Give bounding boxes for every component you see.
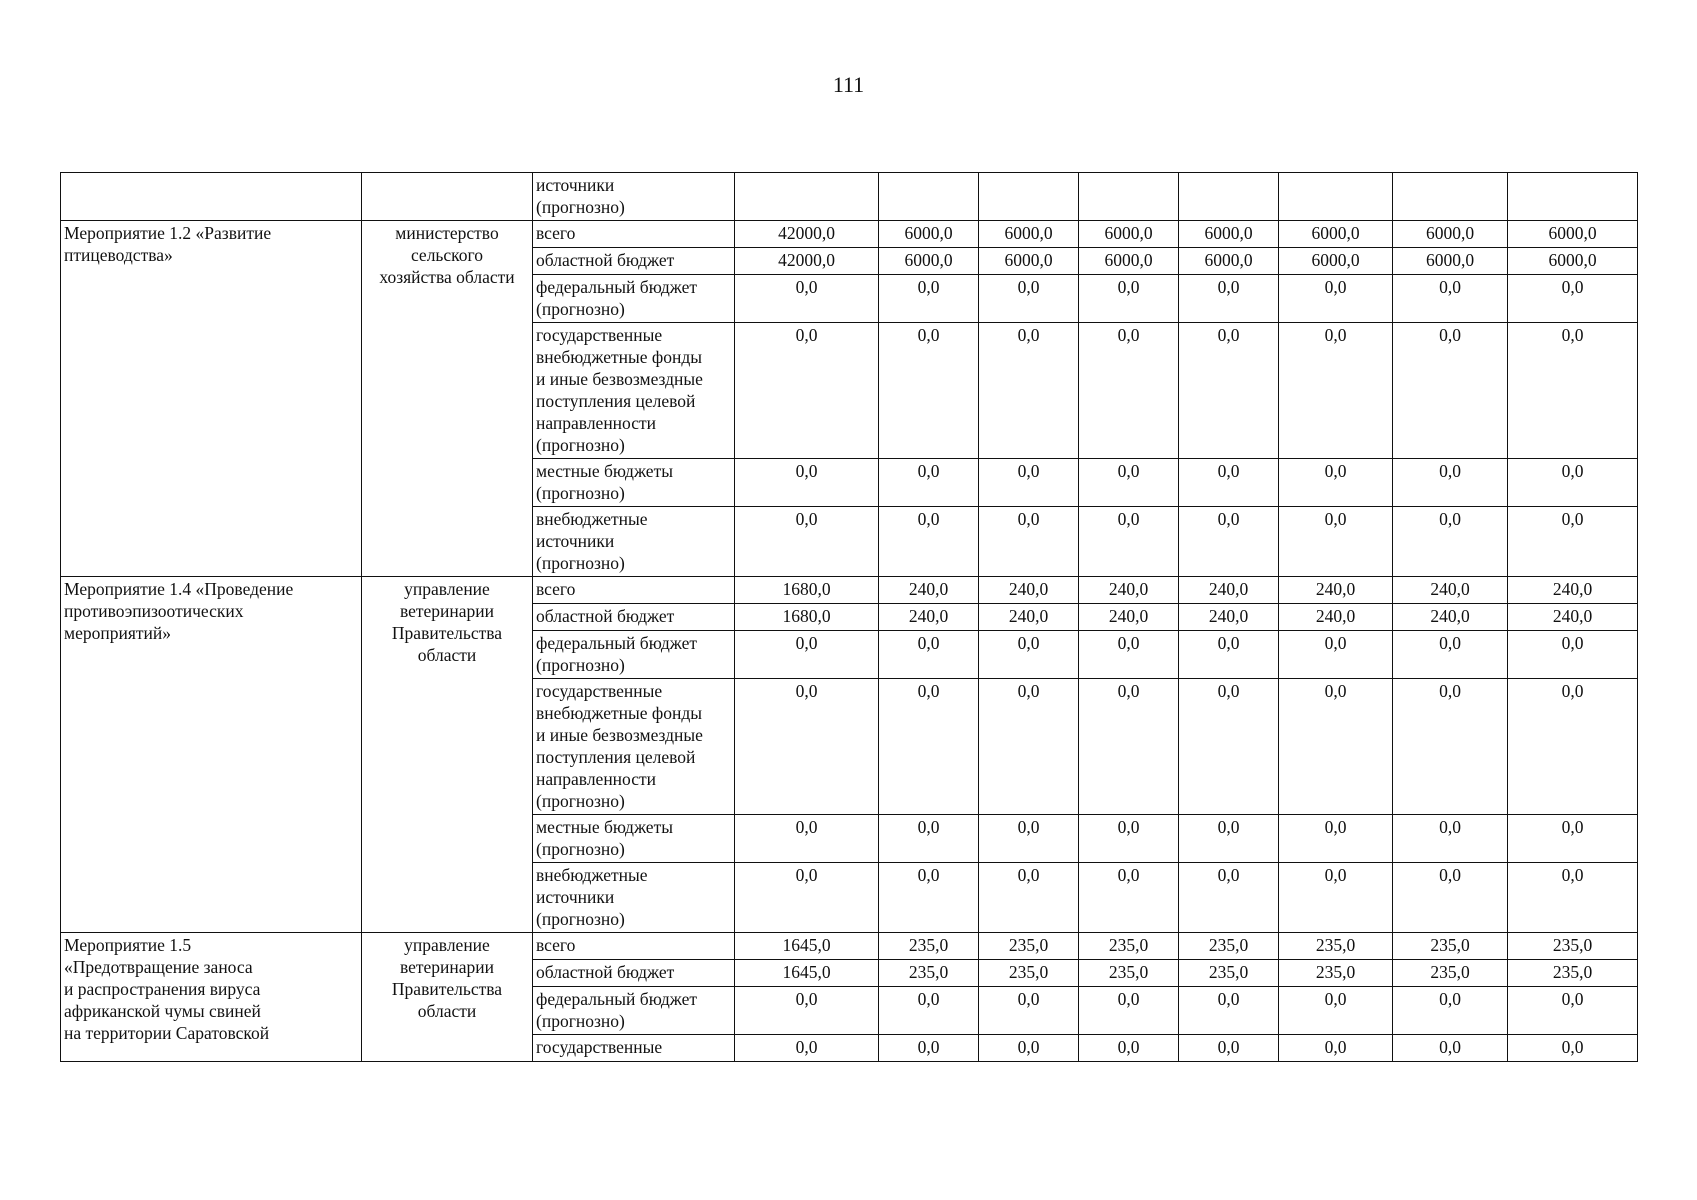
- value-cell: 0,0: [735, 1035, 879, 1062]
- value-cell: 0,0: [879, 275, 979, 323]
- value-cell: 235,0: [879, 960, 979, 987]
- value-cell: 0,0: [979, 323, 1079, 459]
- value-cell: 0,0: [735, 679, 879, 815]
- value-cell: 0,0: [735, 987, 879, 1035]
- executor-cell: министерство сельского хозяйства области: [362, 221, 533, 577]
- value-cell: [735, 173, 879, 221]
- value-cell: 240,0: [1279, 604, 1393, 631]
- value-cell: [1508, 173, 1638, 221]
- value-cell: 0,0: [1079, 631, 1179, 679]
- value-cell: [1393, 173, 1508, 221]
- value-cell: 6000,0: [1279, 248, 1393, 275]
- value-cell: 0,0: [1393, 815, 1508, 863]
- value-cell: 42000,0: [735, 221, 879, 248]
- value-cell: 0,0: [1179, 459, 1279, 507]
- executor-cell: [362, 173, 533, 221]
- value-cell: 0,0: [735, 507, 879, 577]
- value-cell: 1645,0: [735, 960, 879, 987]
- value-cell: 0,0: [979, 863, 1079, 933]
- value-cell: 235,0: [1079, 960, 1179, 987]
- value-cell: [1179, 173, 1279, 221]
- budget-table: [60, 172, 1638, 1062]
- value-cell: 0,0: [1393, 323, 1508, 459]
- value-cell: 6000,0: [1279, 221, 1393, 248]
- value-cell: 0,0: [979, 987, 1079, 1035]
- value-cell: 0,0: [979, 275, 1079, 323]
- value-cell: 240,0: [1508, 604, 1638, 631]
- value-cell: 235,0: [1179, 933, 1279, 960]
- funding-source-cell: областной бюджет: [533, 604, 735, 631]
- value-cell: 0,0: [1279, 1035, 1393, 1062]
- value-cell: 0,0: [1179, 679, 1279, 815]
- value-cell: 240,0: [1079, 577, 1179, 604]
- funding-source-cell: местные бюджеты (прогнозно): [533, 815, 735, 863]
- funding-source-cell: федеральный бюджет (прогнозно): [533, 275, 735, 323]
- value-cell: 0,0: [1179, 815, 1279, 863]
- value-cell: 0,0: [1508, 815, 1638, 863]
- value-cell: 6000,0: [979, 221, 1079, 248]
- value-cell: 0,0: [1279, 507, 1393, 577]
- value-cell: 0,0: [735, 815, 879, 863]
- value-cell: 0,0: [735, 459, 879, 507]
- value-cell: 240,0: [1393, 577, 1508, 604]
- value-cell: 0,0: [879, 507, 979, 577]
- value-cell: 0,0: [979, 459, 1079, 507]
- value-cell: 0,0: [1079, 1035, 1179, 1062]
- table-row: [61, 221, 1638, 248]
- value-cell: 0,0: [1279, 815, 1393, 863]
- value-cell: 240,0: [879, 604, 979, 631]
- value-cell: 240,0: [1279, 577, 1393, 604]
- value-cell: 0,0: [1508, 323, 1638, 459]
- value-cell: 0,0: [1393, 275, 1508, 323]
- value-cell: 0,0: [1079, 459, 1179, 507]
- value-cell: 0,0: [979, 679, 1079, 815]
- value-cell: 0,0: [1079, 323, 1179, 459]
- value-cell: 235,0: [1179, 960, 1279, 987]
- value-cell: 240,0: [1179, 577, 1279, 604]
- value-cell: 0,0: [979, 815, 1079, 863]
- value-cell: 240,0: [879, 577, 979, 604]
- page-number: 111: [832, 72, 865, 97]
- value-cell: 0,0: [1179, 863, 1279, 933]
- value-cell: 0,0: [1393, 987, 1508, 1035]
- value-cell: 6000,0: [1179, 248, 1279, 275]
- measure-name-cell: [61, 173, 362, 221]
- value-cell: 0,0: [1508, 631, 1638, 679]
- value-cell: 0,0: [1079, 679, 1179, 815]
- value-cell: 0,0: [879, 1035, 979, 1062]
- measure-name-cell: Мероприятие 1.4 «Проведение противоэпизоотических мероприятий»: [61, 577, 362, 933]
- funding-source-cell: внебюджетные источники (прогнозно): [533, 863, 735, 933]
- value-cell: 235,0: [1279, 933, 1393, 960]
- value-cell: 0,0: [1079, 275, 1179, 323]
- measure-name-cell: Мероприятие 1.5 «Предотвращение заноса и распространения вируса африканской чумы свиней на территории Саратовской: [61, 933, 362, 1062]
- value-cell: 6000,0: [1179, 221, 1279, 248]
- funding-source-cell: всего: [533, 933, 735, 960]
- funding-source-cell: источники (прогнозно): [533, 173, 735, 221]
- value-cell: 240,0: [1179, 604, 1279, 631]
- value-cell: 240,0: [979, 577, 1079, 604]
- value-cell: 235,0: [1079, 933, 1179, 960]
- value-cell: [1279, 173, 1393, 221]
- value-cell: 0,0: [1179, 631, 1279, 679]
- value-cell: 240,0: [1393, 604, 1508, 631]
- funding-source-cell: внебюджетные источники (прогнозно): [533, 507, 735, 577]
- value-cell: 235,0: [1508, 933, 1638, 960]
- funding-source-cell: областной бюджет: [533, 960, 735, 987]
- funding-source-cell: государственные внебюджетные фонды и иные безвозмездные поступления целевой направленности (прогнозно): [533, 323, 735, 459]
- value-cell: 0,0: [735, 323, 879, 459]
- value-cell: [1079, 173, 1179, 221]
- value-cell: 6000,0: [1393, 221, 1508, 248]
- value-cell: 0,0: [979, 631, 1079, 679]
- value-cell: 0,0: [735, 631, 879, 679]
- table-row: [61, 173, 1638, 221]
- value-cell: 235,0: [1393, 960, 1508, 987]
- value-cell: 0,0: [1079, 507, 1179, 577]
- value-cell: 6000,0: [1508, 248, 1638, 275]
- value-cell: 0,0: [979, 507, 1079, 577]
- value-cell: 0,0: [1508, 459, 1638, 507]
- value-cell: 1645,0: [735, 933, 879, 960]
- value-cell: [879, 173, 979, 221]
- value-cell: 0,0: [1393, 1035, 1508, 1062]
- value-cell: 0,0: [1079, 815, 1179, 863]
- value-cell: 235,0: [879, 933, 979, 960]
- value-cell: 0,0: [879, 459, 979, 507]
- value-cell: 0,0: [1508, 679, 1638, 815]
- value-cell: 235,0: [1508, 960, 1638, 987]
- table-body: [61, 173, 1638, 1062]
- value-cell: 0,0: [1508, 863, 1638, 933]
- value-cell: 6000,0: [1508, 221, 1638, 248]
- value-cell: 0,0: [1393, 863, 1508, 933]
- value-cell: 0,0: [1279, 987, 1393, 1035]
- value-cell: 0,0: [1279, 631, 1393, 679]
- executor-cell: управление ветеринарии Правительства области: [362, 933, 533, 1062]
- funding-source-cell: государственные: [533, 1035, 735, 1062]
- value-cell: 0,0: [879, 679, 979, 815]
- value-cell: 6000,0: [1393, 248, 1508, 275]
- executor-cell: управление ветеринарии Правительства области: [362, 577, 533, 933]
- table-row: [61, 933, 1638, 960]
- value-cell: 0,0: [735, 863, 879, 933]
- value-cell: 0,0: [1179, 987, 1279, 1035]
- value-cell: 0,0: [1279, 275, 1393, 323]
- value-cell: 0,0: [1393, 507, 1508, 577]
- table-row: [61, 577, 1638, 604]
- value-cell: 240,0: [1508, 577, 1638, 604]
- value-cell: 0,0: [1393, 631, 1508, 679]
- value-cell: 0,0: [879, 863, 979, 933]
- value-cell: 0,0: [1179, 1035, 1279, 1062]
- value-cell: 0,0: [1393, 679, 1508, 815]
- value-cell: 235,0: [979, 960, 1079, 987]
- measure-name-cell: Мероприятие 1.2 «Развитие птицеводства»: [61, 221, 362, 577]
- value-cell: 0,0: [1508, 507, 1638, 577]
- funding-source-cell: федеральный бюджет (прогнозно): [533, 987, 735, 1035]
- value-cell: 6000,0: [979, 248, 1079, 275]
- funding-source-cell: всего: [533, 577, 735, 604]
- value-cell: 0,0: [1079, 987, 1179, 1035]
- value-cell: 0,0: [1279, 863, 1393, 933]
- value-cell: [979, 173, 1079, 221]
- value-cell: 240,0: [1079, 604, 1179, 631]
- value-cell: 0,0: [735, 275, 879, 323]
- value-cell: 1680,0: [735, 577, 879, 604]
- value-cell: 0,0: [1079, 863, 1179, 933]
- value-cell: 1680,0: [735, 604, 879, 631]
- value-cell: 0,0: [879, 631, 979, 679]
- value-cell: 0,0: [879, 815, 979, 863]
- value-cell: 0,0: [879, 323, 979, 459]
- value-cell: 0,0: [979, 1035, 1079, 1062]
- funding-source-cell: местные бюджеты (прогнозно): [533, 459, 735, 507]
- funding-source-cell: областной бюджет: [533, 248, 735, 275]
- value-cell: 0,0: [1279, 459, 1393, 507]
- value-cell: 0,0: [1508, 1035, 1638, 1062]
- value-cell: 0,0: [1279, 679, 1393, 815]
- value-cell: 235,0: [1279, 960, 1393, 987]
- value-cell: 0,0: [1393, 459, 1508, 507]
- value-cell: 6000,0: [1079, 221, 1179, 248]
- value-cell: 235,0: [979, 933, 1079, 960]
- funding-source-cell: всего: [533, 221, 735, 248]
- value-cell: 6000,0: [879, 248, 979, 275]
- value-cell: 0,0: [1279, 323, 1393, 459]
- value-cell: 0,0: [1179, 323, 1279, 459]
- value-cell: 0,0: [1508, 987, 1638, 1035]
- value-cell: 0,0: [1508, 275, 1638, 323]
- funding-source-cell: федеральный бюджет (прогнозно): [533, 631, 735, 679]
- value-cell: 235,0: [1393, 933, 1508, 960]
- value-cell: 0,0: [879, 987, 979, 1035]
- funding-source-cell: государственные внебюджетные фонды и иные безвозмездные поступления целевой направленности (прогнозно): [533, 679, 735, 815]
- value-cell: 6000,0: [1079, 248, 1179, 275]
- value-cell: 42000,0: [735, 248, 879, 275]
- value-cell: 240,0: [979, 604, 1079, 631]
- value-cell: 6000,0: [879, 221, 979, 248]
- value-cell: 0,0: [1179, 507, 1279, 577]
- value-cell: 0,0: [1179, 275, 1279, 323]
